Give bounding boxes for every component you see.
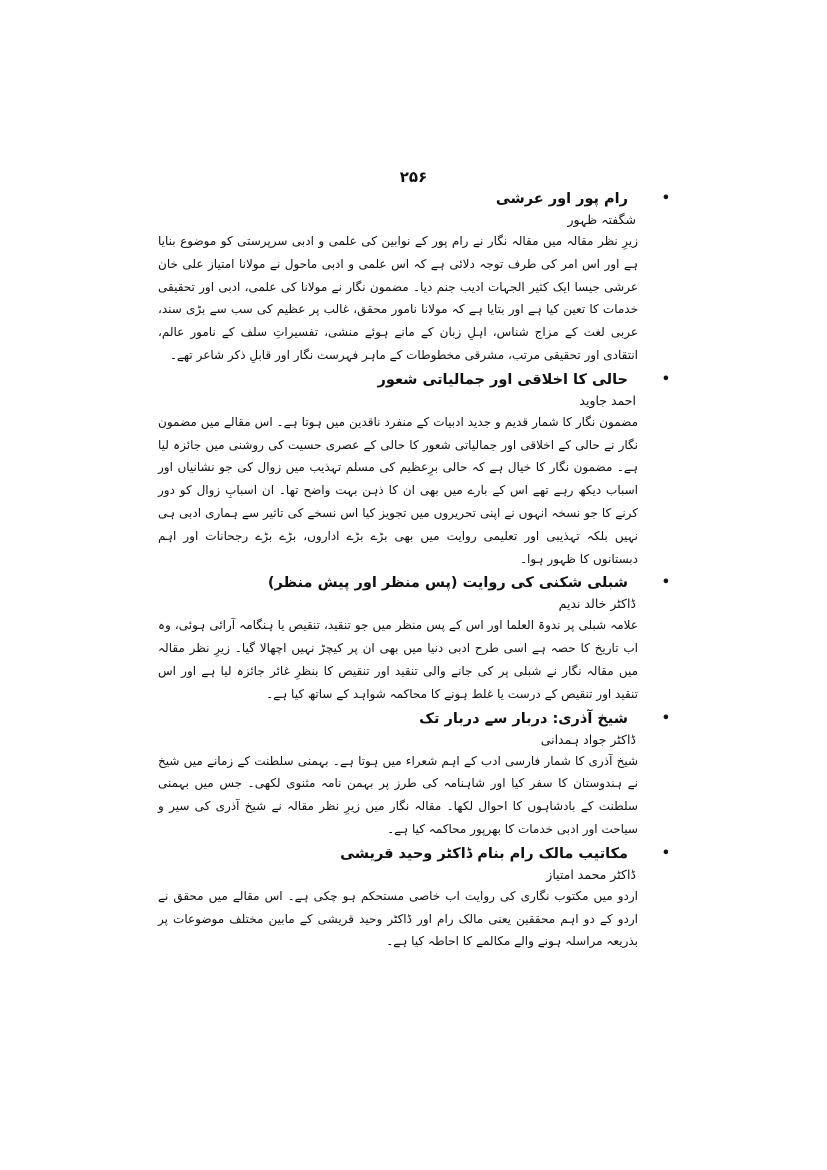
entry-body: اردو میں مکتوب نگاری کی روایت اب خاصی مستحکم ہو چکی ہے۔ اس مقالے میں محقق نے اردو کے دو اہم محققین یعنی مالک رام اور ڈاکٹر وحید قریشی کے مابین مختلف موضوعات پر بذریعہ مراسلہ ہونے والے مکالمے کا احاطہ کیا ہے۔ — [158, 888, 638, 949]
entry-author: احمد جاوید — [579, 392, 636, 408]
abstract-entry — [158, 369, 670, 571]
entry-title-text: مکاتیب مالک رام بنام ڈاکٹر وحید قریشی — [340, 845, 628, 862]
entry-title — [158, 369, 670, 391]
entry-title-text: شبلی شکنی کی روایت (پس منظر اور پیش منظر) — [267, 575, 628, 592]
entry-title — [158, 843, 670, 865]
entry-title — [158, 572, 670, 594]
entry-title-text: شیخ آذری: دربار سے دربار تک — [419, 710, 628, 727]
bullet-icon: • — [661, 371, 670, 387]
bullet-icon: • — [661, 710, 670, 726]
abstract-entry — [158, 188, 670, 367]
entry-author: ڈاکٹر خالد ندیم — [558, 596, 636, 612]
abstract-entry — [158, 708, 670, 841]
entry-author: ڈاکٹر جواد ہمدانی — [540, 731, 636, 747]
entry-title — [158, 188, 670, 210]
abstract-entry — [158, 572, 670, 705]
bullet-icon: • — [661, 575, 670, 591]
bullet-icon: • — [661, 845, 670, 861]
entry-body: علامہ شبلی پر ندوۃ العلما اور اس کے پس منظر میں جو تنقید، تنقیص یا ہنگامہ آرائی ہوئی، وہ اب تاریخ کا حصہ ہے اسی طرح ادبی دنیا میں بھی ان پر کیچڑ نہیں اچھالا گیا۔ زیرِ نظر مقالہ میں مقالہ نگار نے شبلی پر کی جانے والی تنقید اور تنقیص کا بنظرِ غائر جائزہ لیا ہے اور اس تنقید اور تنقیص کے درست یا غلط ہونے کا محاکمہ شواہد کے ساتھ کیا ہے۔ — [158, 618, 638, 701]
bullet-icon: • — [661, 191, 670, 206]
page-number: ۲۵۶ — [399, 168, 428, 186]
entry-body: زیرِ نظر مقالہ میں مقالہ نگار نے رام پور کے نوابین کی علمی و ادبی سرپرستی کو موضوع بنایا ہے اور اس امر کی طرف توجہ دلائی ہے کہ اس علمی و ادبی ماحول نے مولانا امتیاز علی خان عرشی جیسا ایک کثیر الجہات ادیب جنم دیا۔ مضمون نگار نے مولانا کی علمی، ادبی اور تحقیقی خدمات کا تعین کیا ہے اور بتایا ہے کہ مولانا نامور محقق، غالب پر عظیم کی سب سے بڑی سند، عربی لغت کے مزاج شناس، اہلِ زبان کے مانے ہوئے منشی، تفسیراتِ سلف کے نامور عالم، انتقادی اور تحقیقی مرتب، مشرقی مخطوطات کے ماہر فہرست نگار اور قابلِ ذکر شاعر تھے۔ — [158, 234, 638, 362]
entry-title-text: حالی کا اخلاقی اور جمالیاتی شعور — [377, 371, 628, 388]
abstract-entry — [158, 843, 670, 953]
entry-author: ڈاکٹر محمد امتیاز — [546, 866, 636, 882]
abstracts-list — [158, 188, 670, 955]
entry-title — [158, 708, 670, 730]
entry-body: شیخ آذری کا شمار فارسی ادب کے اہم شعراء میں ہوتا ہے۔ بہمنی سلطنت کے زمانے میں شیخ نے ہندوستان کا سفر کیا اور شاہنامہ کی طرز پر بہمن نامہ مثنوی لکھی۔ جس میں بہمنی سلطنت کے بادشاہوں کا احوال لکھا۔ مقالہ نگار میں زیرِ نظر مقالہ نے شیخ آذری کی سیر و سیاحت اور ادبی خدمات کا بھرپور محاکمہ کیا ہے۔ — [158, 753, 638, 836]
entry-body: مضمون نگار کا شمار قدیم و جدید ادبیات کے منفرد ناقدین میں ہوتا ہے۔ اس مقالے میں مضمون نگار نے حالی کے اخلاقی اور جمالیاتی شعور کا حالی کے عصری حسیت کی روشنی میں جائزہ لیا ہے۔ مضمون نگار کا خیال ہے کہ حالی برِعظیم کی مسلم تہذیب میں زوال کی جو نشانیاں اور اسباب دیکھ رہے تھے اس کے بارے میں بھی ان کا ذہن بہت واضح تھا۔ ان اسبابِ زوال کو دور کرنے کا جو نسخہ انہوں نے اپنی تحریروں میں تجویز کیا اس نسخے کی تاثیر سے ہماری ادبی ہی نہیں بلکہ تہذیبی اور تعلیمی روایت میں بھی بڑے بڑے اداروں، بڑے بڑے رجحانات اور اہم دبستانوں کا ظہور ہوا۔ — [158, 414, 638, 566]
entry-title-text: رام پور اور عرشی — [495, 191, 628, 207]
entry-author: شگفتہ ظہور — [567, 212, 636, 227]
